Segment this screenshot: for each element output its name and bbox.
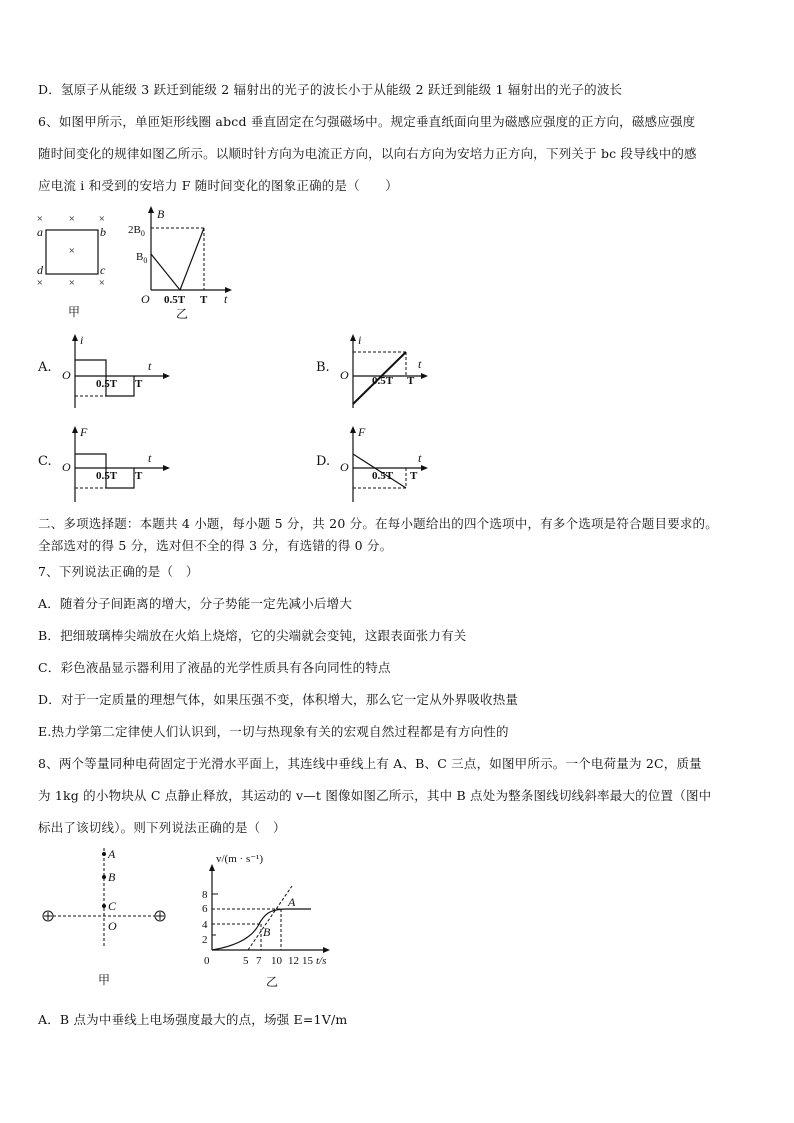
point-C bbox=[102, 904, 106, 908]
svg-text:i: i bbox=[358, 333, 362, 347]
svg-text:×: × bbox=[68, 277, 76, 289]
question-7-option-a: A．随着分子间距离的增大，分子势能一定先减小后增大 bbox=[38, 596, 353, 611]
caption-yi-2: 乙 bbox=[266, 975, 279, 989]
caption-yi: 乙 bbox=[176, 307, 189, 321]
question-7-option-d: D．对于一定质量的理想气体，如果压强不变，体积增大，那么它一定从外界吸收热量 bbox=[38, 692, 519, 707]
b-t-graph bbox=[128, 204, 238, 322]
question-6-line-1: 6、如图甲所示，单匝矩形线圈 abcd 垂直固定在匀强磁场中。规定垂直纸面向里为磁感应强度的正方向，磁感应强度 bbox=[38, 114, 696, 129]
section-2-heading-line-1: 二、多项选择题：本题共 4 小题，每小题 5 分，共 20 分。在每小题给出的四个选项中，有多个选项是符合题目要求的。 bbox=[38, 516, 718, 531]
question-6-line-3: 应电流 i 和受到的安培力 F 随时间变化的图象正确的是（ ） bbox=[38, 178, 398, 193]
caption-jia: 甲 bbox=[68, 305, 81, 319]
charges-figure bbox=[38, 842, 178, 992]
option-6c-graph bbox=[60, 424, 180, 506]
svg-text:10: 10 bbox=[271, 955, 282, 967]
coil-figure bbox=[34, 208, 114, 320]
point-B bbox=[102, 875, 106, 879]
tangent-line bbox=[248, 886, 292, 950]
question-7-option-b: B．把细玻璃棒尖端放在火焰上烧熔，它的尖端就会变钝，这跟表面张力有关 bbox=[38, 628, 467, 643]
question-7-stem: 7、下列说法正确的是（ ） bbox=[38, 564, 199, 579]
axis-label-B: B bbox=[157, 207, 165, 221]
svg-text:×: × bbox=[68, 213, 76, 225]
axis-label-t: t bbox=[224, 292, 228, 306]
section-2-heading-line-2: 全部选对的得 5 分，选对但不全的得 3 分，有选错的得 0 分。 bbox=[38, 538, 393, 553]
svg-text:t: t bbox=[148, 359, 152, 373]
svg-text:2: 2 bbox=[202, 934, 208, 946]
svg-text:0.5T: 0.5T bbox=[96, 378, 118, 390]
svg-text:0.5T: 0.5T bbox=[96, 470, 118, 482]
origin-O: O bbox=[141, 292, 150, 306]
option-6a-label: A. bbox=[38, 360, 52, 375]
svg-text:O: O bbox=[62, 460, 71, 474]
svg-text:12: 12 bbox=[288, 955, 299, 967]
question-8-line-2: 为 1kg 的小物块从 C 点静止释放，其运动的 v—t 图像如图乙所示，其中 B 点处为整条图线切线斜率最大的位置（图中 bbox=[38, 788, 712, 803]
cross-mark: × bbox=[36, 213, 44, 225]
svg-text:B: B bbox=[263, 925, 271, 939]
svg-text:t: t bbox=[148, 451, 152, 465]
svg-text:0.5T: 0.5T bbox=[372, 470, 394, 482]
tick-0.5T: 0.5T bbox=[164, 294, 186, 306]
svg-text:0.5T: 0.5T bbox=[372, 375, 394, 387]
svg-text:O: O bbox=[108, 919, 117, 933]
svg-text:15: 15 bbox=[302, 955, 313, 967]
question-6-line-2: 随时间变化的规律如图乙所示。以顺时针方向为电流正方向，以向右方向为安培力正方向，下列关于 bc 段导线中的感 bbox=[38, 146, 697, 161]
segment-positive bbox=[75, 360, 106, 376]
point-A bbox=[102, 852, 106, 856]
svg-text:×: × bbox=[68, 245, 76, 257]
svg-text:×: × bbox=[98, 213, 106, 225]
question-8-option-a: A．B 点为中垂线上电场强度最大的点，场强 E=1V/m bbox=[38, 1012, 348, 1027]
tick-B0: $B_0$ bbox=[136, 251, 148, 265]
svg-text:F: F bbox=[358, 425, 366, 439]
svg-text:6: 6 bbox=[202, 903, 208, 915]
option-6d-label: D. bbox=[316, 454, 331, 469]
svg-text:T: T bbox=[135, 470, 143, 482]
svg-text:A: A bbox=[108, 847, 116, 861]
corner-a: a bbox=[37, 225, 43, 239]
svg-text:4: 4 bbox=[202, 919, 208, 931]
question-7-option-e: E.热力学第二定律使人们认识到，一切与热现象有关的宏观自然过程都是有方向性的 bbox=[38, 724, 509, 739]
option-6b-label: B. bbox=[316, 360, 330, 375]
option-6c-label: C. bbox=[38, 454, 52, 469]
svg-text:0: 0 bbox=[204, 955, 210, 967]
svg-text:O: O bbox=[340, 368, 349, 382]
corner-b: b bbox=[100, 225, 106, 239]
svg-text:t/s: t/s bbox=[316, 955, 327, 967]
svg-text:T: T bbox=[135, 378, 143, 390]
svg-text:F: F bbox=[80, 425, 88, 439]
corner-c: c bbox=[100, 263, 106, 277]
option-6d-prev: D．氢原子从能级 3 跃迁到能级 2 辐射出的光子的波长小于从能级 2 跃迁到能级 1 辐射出的光子的波长 bbox=[38, 82, 623, 97]
svg-text:t: t bbox=[418, 451, 422, 465]
svg-text:i: i bbox=[80, 333, 84, 347]
svg-text:B: B bbox=[108, 870, 116, 884]
tick-T: T bbox=[200, 294, 208, 306]
question-8-line-1: 8、两个等量同种电荷固定于光滑水平面上，其连线中垂线上有 A、B、C 三点，如图甲所示。一个电荷量为 2C，质量 bbox=[38, 756, 702, 771]
svg-text:5: 5 bbox=[243, 955, 249, 967]
svg-text:7: 7 bbox=[256, 955, 262, 967]
svg-text:×: × bbox=[36, 277, 44, 289]
svg-text:T: T bbox=[410, 470, 418, 482]
svg-text:C: C bbox=[108, 899, 117, 913]
axis-label-v: v/(m · s⁻¹) bbox=[216, 853, 263, 865]
tick-2B0: $2B_0$ bbox=[128, 224, 145, 238]
caption-jia-2: 甲 bbox=[98, 973, 111, 987]
b-line-down bbox=[151, 254, 180, 290]
question-8-line-3: 标出了该切线）。则下列说法正确的是（ ） bbox=[38, 820, 286, 835]
svg-text:O: O bbox=[340, 460, 349, 474]
svg-text:8: 8 bbox=[202, 889, 208, 901]
svg-text:T: T bbox=[407, 375, 415, 387]
v-t-graph bbox=[196, 846, 336, 992]
corner-d: d bbox=[37, 263, 43, 277]
svg-text:t: t bbox=[418, 357, 422, 371]
svg-text:A: A bbox=[288, 895, 296, 909]
option-6b-graph bbox=[338, 332, 458, 412]
svg-text:O: O bbox=[62, 368, 71, 382]
question-7-option-c: C．彩色液晶显示器利用了液晶的光学性质具有各向同性的特点 bbox=[38, 660, 391, 675]
b-line-up bbox=[180, 228, 204, 290]
svg-text:×: × bbox=[98, 277, 106, 289]
option-6a-graph bbox=[60, 332, 180, 412]
option-6d-graph bbox=[338, 424, 458, 506]
